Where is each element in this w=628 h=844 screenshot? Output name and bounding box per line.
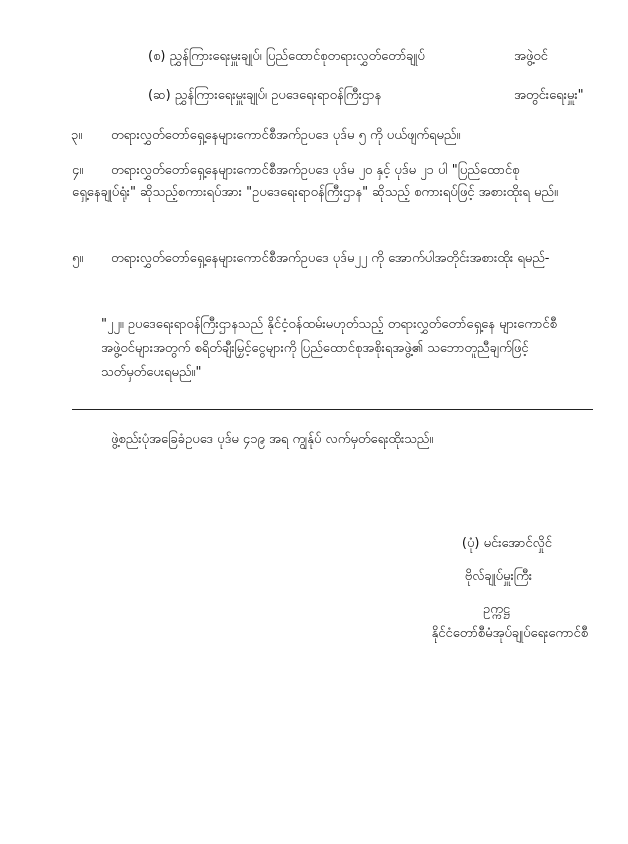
paragraph: [72, 160, 569, 204]
paragraph: [72, 248, 569, 270]
paragraph-number: ၃။: [71, 128, 83, 143]
sub-item-label: (ဆ) ညွှန်ကြားရေးမှူးချုပ်၊ ဥပဒေရေးရာဝန်ကြီးဌာန: [148, 88, 382, 103]
footer-note: ဖွဲ့စည်းပုံအခြေခံဥပဒေ ပုဒ်မ ၄၁၉ အရ ကျွန်ုပ် လက်မှတ်ရေးထိုးသည်။: [111, 432, 434, 447]
paragraph-number: ၅။: [72, 251, 84, 266]
sub-item-label: (စ) ညွှန်ကြားရေးမှူးချုပ်၊ ပြည်ထောင်စုတရားလွှတ်တော်ချုပ်: [148, 49, 425, 64]
signatory-rank: ဗိုလ်ချုပ်မှူးကြီး: [464, 569, 532, 584]
paragraph-number: ၄။: [72, 163, 84, 178]
paragraph-text: တရားလွှတ်တော်ရှေ့နေများကောင်စီအက်ဥပဒေ ပုဒ်မ၂၂ ကို အောက်ပါအတိုင်းအစားထိုး ရမည်-: [111, 251, 550, 266]
signatory-title: ဥက္ကဋ္ဌ: [483, 602, 510, 617]
divider: [72, 409, 593, 410]
sub-item: [148, 86, 584, 106]
signatory-organization: နိုင်ငံတော်စီမံအုပ်ချုပ်ရေးကောင်စီ: [431, 626, 588, 641]
paragraph-text: တရားလွှတ်တော်ရှေ့နေများကောင်စီအက်ဥပဒေ ပုဒ်မ ၅ ကို ပယ်ဖျက်ရမည်။: [111, 128, 461, 143]
signatory-name: (ပုံ) မင်းအောင်လှိုင်: [461, 536, 552, 551]
sub-item-role: အဖွဲ့ဝင်: [514, 49, 548, 64]
sub-item: [148, 47, 548, 67]
sub-item-role: အတွင်းရေးမှူး": [514, 88, 584, 103]
quoted-section: "၂၂။ ဥပဒေရေးရာဝန်ကြီးဌာနသည် နိုင်ငံ့ဝန်ထမ်းမဟုတ်သည့် တရားလွှတ်တော်ရှေ့နေ များကောင်စီ အဖွဲ့ဝင်များအတွက် စရိတ်ချီးမြှင့်ငွေများကို ပြည်ထောင်စုအစိုးရအဖွဲ့၏ သဘောတူညီချက်ဖြင့် သတ်မှတ်ပေးရမည်။": [101, 317, 557, 380]
paragraph-text: တရားလွှတ်တော်ရှေ့နေများကောင်စီအက်ဥပဒေ ပုဒ်မ ၂၀ နှင့် ပုဒ်မ ၂၁ ပါ "ပြည်ထောင်စု ရှေ့နေချုပ်ရုံး" ဆိုသည့်စကားရပ်အား "ဥပဒေရေးရာဝန်ကြီးဌာန" ဆိုသည့် စကားရပ်ဖြင့် အစားထိုးရ မည်။: [72, 163, 558, 200]
